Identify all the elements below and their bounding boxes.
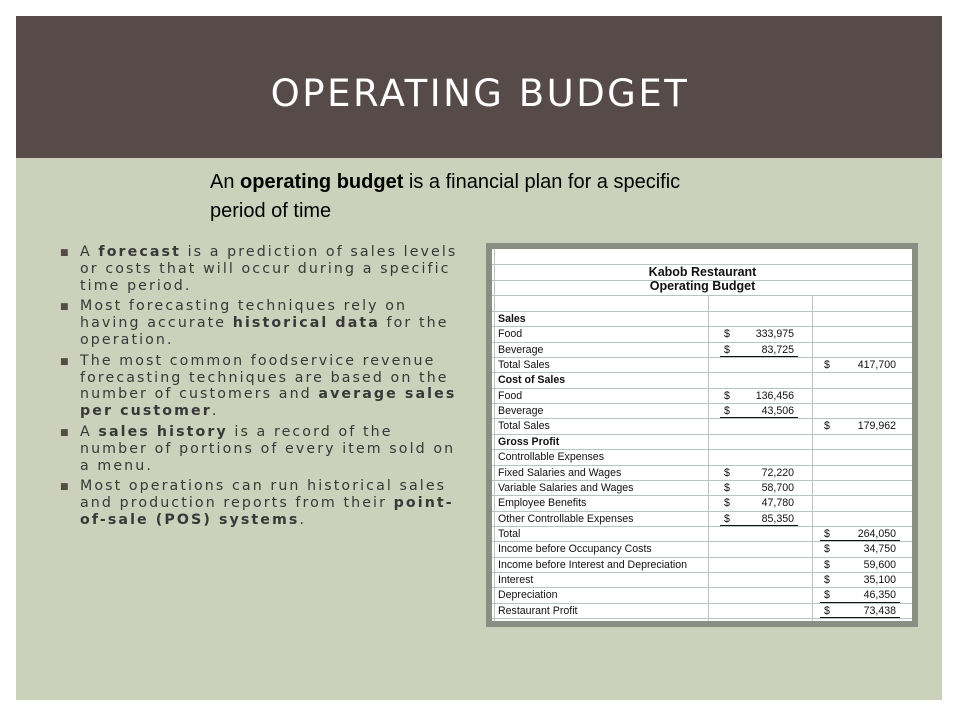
total-cell: 59,600	[863, 558, 896, 571]
row-label: Restaurant Profit	[498, 604, 578, 617]
row-label: Food	[498, 389, 523, 402]
total-cell: 46,350	[863, 589, 896, 602]
budget-table-title-line1: Kabob Restaurant	[648, 265, 757, 279]
bullet-text: is a record of the number of portions of every item sold on a menu.	[80, 423, 456, 474]
total-cell: 73,438	[863, 604, 896, 617]
grid-line	[492, 449, 912, 450]
bullet-marker-icon: ■	[60, 427, 69, 438]
grid-line	[492, 311, 912, 312]
grid-line	[492, 326, 912, 327]
grid-line	[492, 372, 912, 373]
grid-line	[708, 296, 709, 621]
grid-line	[492, 511, 912, 512]
bullet-marker-icon: ■	[60, 302, 69, 313]
currency-symbol: $	[824, 573, 830, 586]
row-label: Employee Benefits	[498, 497, 587, 510]
bullet-bold-term: point-of-sale (POS) systems	[80, 495, 454, 528]
bullet-text: The most common foodservice revenue forecasting techniques are based on the number of customers and	[80, 352, 449, 403]
grid-line	[492, 480, 912, 481]
bullet-text: .	[299, 511, 307, 528]
amount-cell: 85,350	[761, 512, 794, 525]
currency-symbol: $	[724, 405, 730, 418]
grid-line	[492, 526, 912, 527]
row-label: Interest	[498, 573, 534, 586]
row-label: Fixed Salaries and Wages	[498, 466, 622, 479]
grid-line	[492, 403, 912, 404]
amount-cell: 58,700	[761, 481, 794, 494]
bullet-marker-icon: ■	[60, 356, 69, 367]
amount-cell: 47,780	[761, 497, 794, 510]
grid-line	[812, 296, 813, 621]
currency-symbol: $	[824, 543, 830, 556]
bullet-text: A	[80, 244, 99, 260]
currency-symbol: $	[724, 497, 730, 510]
currency-symbol: $	[724, 328, 730, 341]
grid-line	[492, 618, 912, 619]
underline-rule	[720, 417, 798, 418]
grid-line	[492, 342, 912, 343]
bullet-text: Most forecasting techniques rely on having accurate	[80, 298, 408, 332]
amount-cell: 83,725	[761, 343, 794, 356]
grid-line	[494, 249, 495, 621]
grid-line	[492, 388, 912, 389]
row-label: Total Sales	[498, 420, 550, 433]
bullet-list	[60, 244, 460, 533]
grid-line	[492, 295, 912, 296]
currency-symbol: $	[724, 481, 730, 494]
amount-cell: 136,456	[755, 389, 794, 402]
bullet-item	[60, 298, 460, 348]
total-cell: 179,962	[857, 420, 896, 433]
grid-line	[492, 465, 912, 466]
total-cell: 35,100	[863, 573, 896, 586]
underline-rule	[720, 525, 798, 526]
currency-symbol: $	[824, 604, 830, 617]
row-label: Depreciation	[498, 589, 558, 602]
row-label: Beverage	[498, 405, 544, 418]
grid-line	[492, 587, 912, 588]
intro-bold-term: operating budget	[240, 171, 404, 193]
amount-cell: 333,975	[755, 328, 794, 341]
currency-symbol: $	[824, 420, 830, 433]
bullet-item	[60, 244, 460, 294]
section-header: Cost of Sales	[498, 374, 566, 387]
grid-line	[492, 603, 912, 604]
bullet-bold-term: forecast	[98, 244, 181, 260]
total-cell: 264,050	[857, 527, 896, 540]
bullet-text: for the operation.	[80, 315, 449, 348]
currency-symbol: $	[824, 527, 830, 540]
underline-rule	[820, 617, 900, 618]
row-label: Income before Occupancy Costs	[498, 543, 652, 556]
grid-line	[492, 541, 912, 542]
bullet-marker-icon: ■	[60, 248, 69, 258]
row-label: Income before Interest and Depreciation	[498, 558, 688, 571]
bullet-bold-term: sales history	[98, 423, 228, 440]
amount-cell: 43,506	[761, 405, 794, 418]
intro-text	[210, 168, 730, 226]
row-label: Total Sales	[498, 359, 550, 372]
row-label: Other Controllable Expenses	[498, 512, 634, 525]
grid-line	[492, 495, 912, 496]
bullet-text: A	[80, 423, 99, 440]
currency-symbol: $	[824, 359, 830, 372]
grid-line	[492, 434, 912, 435]
row-label: Food	[498, 328, 523, 341]
currency-symbol: $	[724, 466, 730, 479]
currency-symbol: $	[724, 512, 730, 525]
currency-symbol: $	[824, 558, 830, 571]
underline-rule	[720, 356, 798, 357]
bullet-text: is a prediction of sales levels or costs that will occur during a specific time period.	[80, 244, 458, 294]
intro-post: is a financial plan for a specific period of time	[210, 171, 681, 222]
bullet-marker-icon: ■	[60, 482, 69, 493]
amount-cell: 72,220	[761, 466, 794, 479]
currency-symbol: $	[824, 589, 830, 602]
bullet-item	[60, 353, 460, 420]
slide-title: OPERATING BUDGET	[270, 72, 690, 115]
grid-line	[492, 572, 912, 573]
row-label: Beverage	[498, 343, 544, 356]
row-label: Controllable Expenses	[498, 451, 604, 464]
section-header: Gross Profit	[498, 435, 560, 448]
grid-line	[492, 357, 912, 358]
bullet-bold-term: average sales per customer	[80, 386, 457, 420]
bullet-item	[60, 424, 460, 474]
intro-pre: An	[210, 171, 241, 193]
total-cell: 34,750	[863, 543, 896, 556]
row-label: Total	[498, 527, 521, 540]
budget-table-title-line2: Operating Budget	[649, 279, 756, 293]
bullet-text: .	[211, 403, 219, 420]
currency-symbol: $	[724, 343, 730, 356]
underline-rule	[820, 602, 900, 603]
section-header: Sales	[498, 313, 526, 325]
currency-symbol: $	[724, 389, 730, 402]
bullet-bold-term: historical data	[232, 315, 380, 332]
underline-rule	[820, 540, 900, 541]
total-cell: 417,700	[857, 359, 896, 372]
grid-line	[492, 418, 912, 419]
grid-line	[492, 557, 912, 558]
row-label: Variable Salaries and Wages	[498, 481, 634, 494]
bullet-item	[60, 478, 460, 528]
bullet-text: Most operations can run historical sales and production reports from their	[80, 478, 447, 512]
